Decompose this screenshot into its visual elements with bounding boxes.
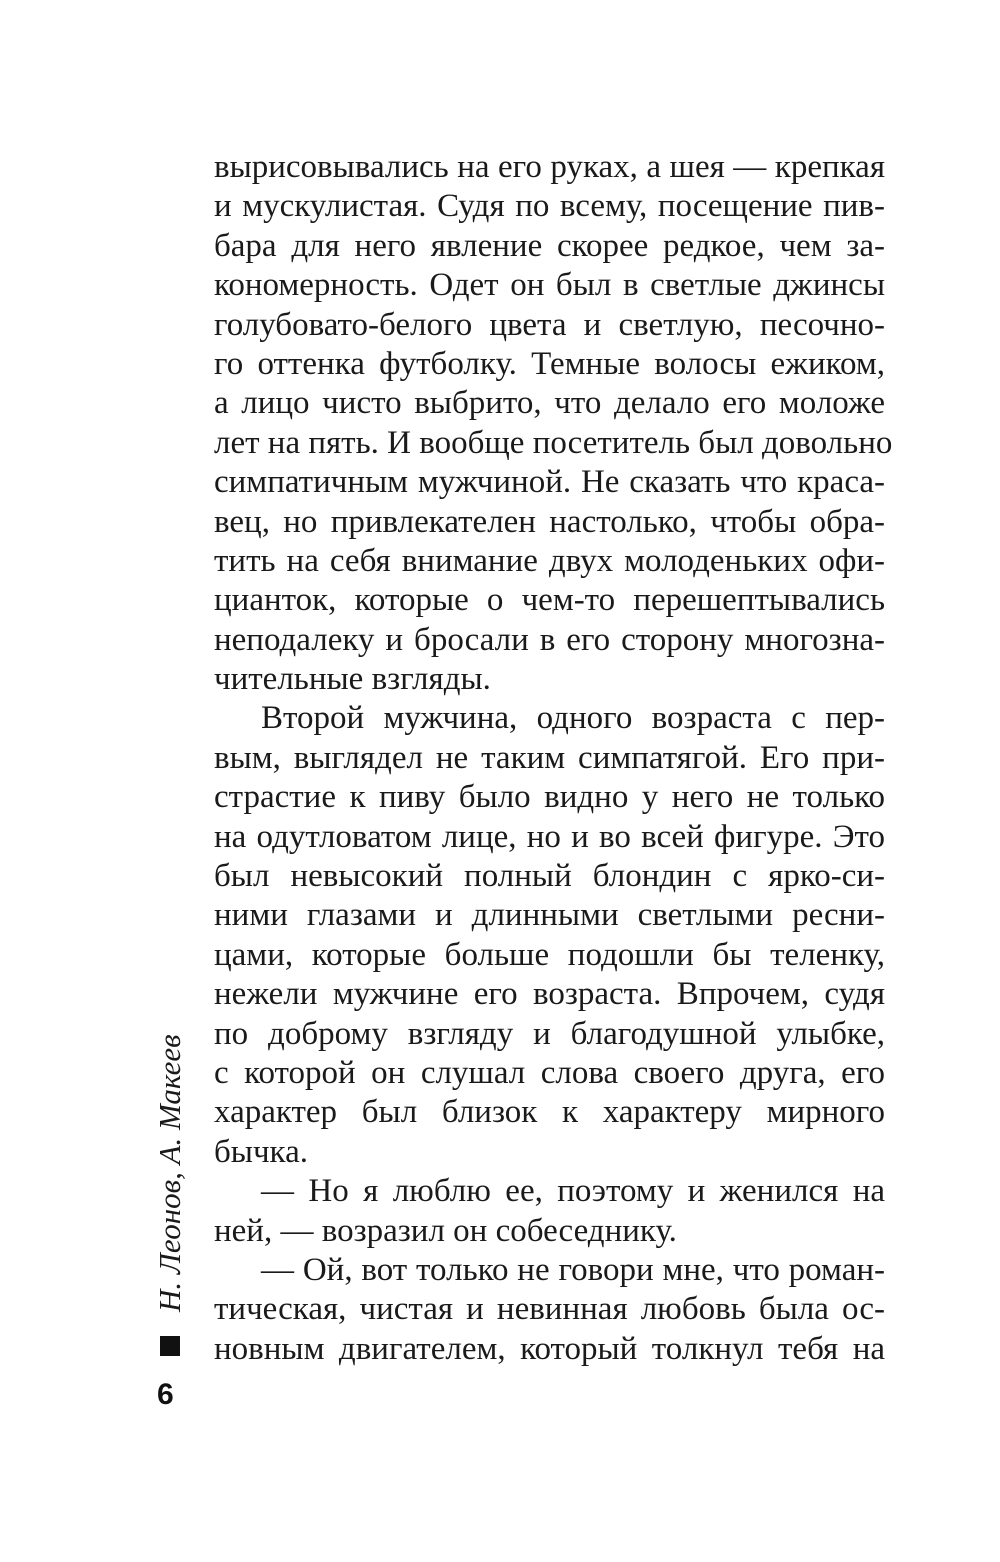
text-line: тить на себя внимание двух молоденьких офи-	[214, 542, 885, 579]
text-line: цианток, которые о чем-то перешептывались	[214, 582, 885, 619]
text-line: вец, но привлекателен настолько, чтобы обра-	[214, 503, 885, 540]
text-line: ними глазами и длинными светлыми ресни-	[214, 897, 885, 934]
text-line: неподалеку и бросали в его сторону многозна-	[214, 621, 885, 658]
page-number: 6	[157, 1378, 174, 1411]
text-line: — Ой, вот только не говори мне, что роман-	[261, 1251, 885, 1288]
text-line: был невысокий полный блондин с ярко-си-	[214, 858, 885, 895]
text-line: — Но я люблю ее, поэтому и женился на	[261, 1173, 885, 1210]
body-text	[214, 148, 893, 1369]
text-line: с которой он слушал слова своего друга, его	[214, 1054, 885, 1091]
text-line: чительные взгляды.	[214, 661, 491, 698]
text-line: лет на пять. И вообще посетитель был довольно	[214, 424, 893, 461]
text-line: а лицо чисто выбрито, что делало его моложе	[214, 385, 885, 422]
square-bullet-icon	[160, 1336, 180, 1356]
text-line: голубовато-белого цвета и светлую, песочно-	[214, 306, 885, 343]
text-line: новным двигателем, который толкнул тебя на	[214, 1330, 885, 1367]
text-line: вырисовывались на его руках, а шея — крепкая	[214, 149, 885, 185]
text-line: ней, — возразил он собеседнику.	[214, 1212, 677, 1249]
text-line: бара для него явление скорее редкое, чем за-	[214, 227, 885, 264]
text-line: на одутловатом лице, но и во всей фигуре. Это	[214, 818, 885, 855]
text-line: характер был близок к характеру мирного	[214, 1094, 885, 1131]
text-line: тическая, чистая и невинная любовь была ос-	[214, 1291, 885, 1328]
text-line: по доброму взгляду и благодушной улыбке,	[214, 1015, 885, 1052]
text-line: бычка.	[214, 1133, 308, 1170]
text-line: вым, выглядел не таким симпатягой. Его при-	[214, 739, 885, 776]
text-line: го оттенка футболку. Темные волосы ежиком,	[214, 345, 885, 382]
text-line: Второй мужчина, одного возраста с пер-	[261, 700, 885, 737]
text-line: страстие к пиву было видно у него не только	[214, 779, 885, 816]
running-head-author: Н. Леонов, А. Макеев	[152, 1034, 187, 1312]
text-line: цами, которые больше подошли бы теленку,	[214, 936, 885, 973]
text-line: и мускулистая. Судя по всему, посещение пив-	[214, 188, 885, 225]
text-line: симпатичным мужчиной. Не сказать что краса-	[214, 464, 885, 501]
text-line: кономерность. Одет он был в светлые джинсы	[214, 267, 885, 304]
text-line: нежели мужчине его возраста. Впрочем, судя	[214, 976, 885, 1013]
